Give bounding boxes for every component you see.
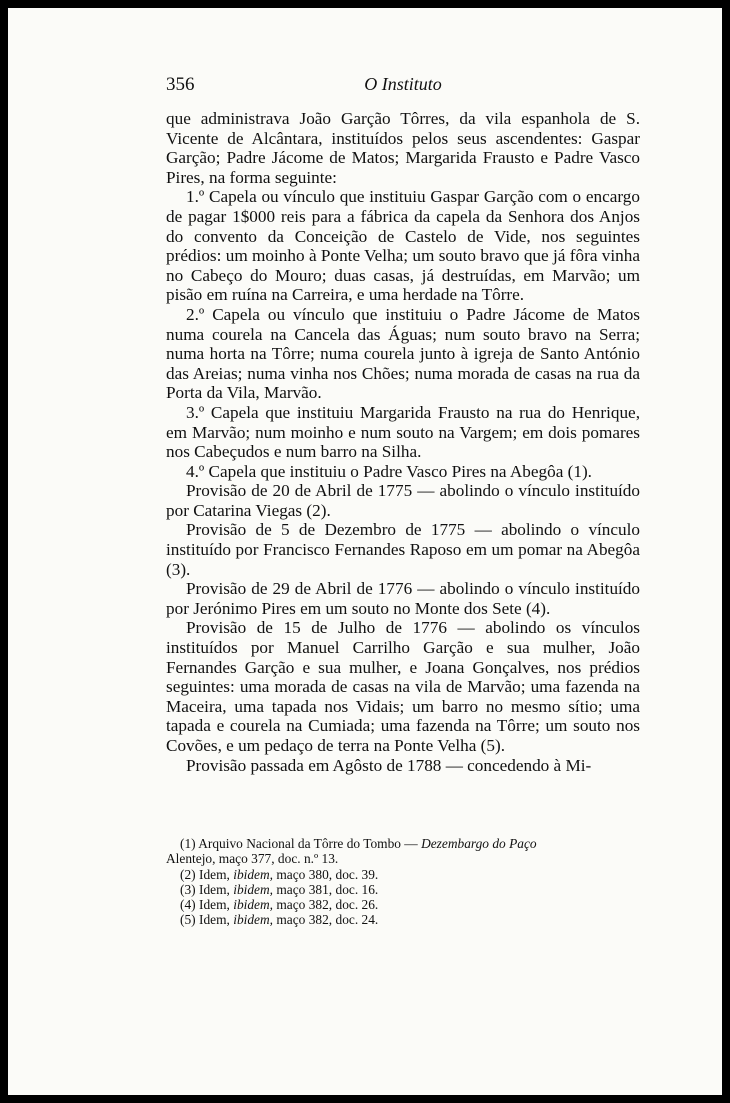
paragraph-item-4: 4.º Capela que instituiu o Padre Vasco Pires na Abegôa (1). bbox=[186, 461, 592, 481]
body-text bbox=[166, 109, 640, 775]
footnote-italic-title: Dezembargo do Paço bbox=[421, 836, 537, 851]
paragraph-item-2: 2.º Capela ou vínculo que instituiu o Padre Jácome de Matos numa courela na Cancela das Águas; num souto bravo na Serra; numa horta na Tôrre; numa courela junto à igreja de Santo António das Areias; numa vinha nos Chões; numa morada de casas na rua da Porta da Vila, Marvão. bbox=[166, 304, 640, 403]
footnote-reference: maço 381, doc. 16. bbox=[276, 881, 379, 897]
footnote-ibidem: ibidem, bbox=[233, 881, 274, 897]
footnote-idem: Idem, bbox=[198, 912, 230, 928]
book-page bbox=[8, 8, 722, 1095]
paragraph-provisao-1776-07: Provisão de 15 de Julho de 1776 — abolindo os vínculos instituídos por Manuel Carrilho Garção e sua mulher, João Fernandes Garção e sua mulher, e Joana Gonçalves, nos prédios seguintes: uma morada de casas na vila de Marvão; uma fazenda na Maceira, uma tapada nos Vidais; um barro no mesmo sítio; uma tapada e courela na Cumiada; uma fazenda na Tôrre; um souto nos Covões, e um pedaço de terra na Ponte Velha (5). bbox=[166, 618, 640, 755]
footnote-idem: Idem, bbox=[198, 866, 230, 882]
footnote-reference: maço 382, doc. 26. bbox=[276, 897, 379, 913]
paragraph-provisao-1788: Provisão passada em Agôsto de 1788 — concedendo à Mi- bbox=[186, 755, 592, 775]
footnote-5 bbox=[166, 912, 640, 927]
paragraph-item-3: 3.º Capela que instituiu Margarida Frausto na rua do Henrique, em Marvão; num moinho e num souto na Vargem; em dois pomares nos Cabeçudos e num barro na Silha. bbox=[166, 402, 640, 462]
footnote-reference: maço 380, doc. 39. bbox=[276, 866, 379, 882]
footnote-ibidem: ibidem, bbox=[233, 897, 274, 913]
page-number: 356 bbox=[166, 74, 195, 95]
paragraph-provisao-1775-12: Provisão de 5 de Dezembro de 1775 — abolindo o vínculo instituído por Francisco Fernandes Raposo em um pomar na Abegôa (3). bbox=[166, 520, 640, 579]
paragraph-provisao-1776-04: Provisão de 29 de Abril de 1776 — abolindo o vínculo instituído por Jerónimo Pires em um souto no Monte dos Sete (4). bbox=[166, 579, 640, 618]
paragraph-continued: que administrava João Garção Tôrres, da vila espanhola de S. Vicente de Alcântara, instituídos pelos seus ascendentes: Gaspar Garção; Padre Jácome de Matos; Margarida Frausto e Padre Vasco Pires, na forma seguinte: bbox=[166, 109, 640, 187]
paragraph-provisao-1775-04: Provisão de 20 de Abril de 1775 — abolindo o vínculo instituído por Catarina Viegas (2). bbox=[166, 481, 640, 520]
footnote-1 bbox=[166, 836, 640, 867]
footnote-text-continued: Alentejo, maço 377, doc. n.º 13. bbox=[166, 851, 339, 867]
footnotes bbox=[166, 836, 640, 928]
footnote-idem: Idem, bbox=[198, 897, 230, 913]
footnote-marker: (5) bbox=[180, 912, 196, 928]
footnote-text: Arquivo Nacional da Tôrre do Tombo — bbox=[198, 836, 418, 851]
footnote-3 bbox=[166, 882, 640, 897]
footnote-ibidem: ibidem, bbox=[233, 866, 274, 882]
footnote-2 bbox=[166, 867, 640, 882]
footnote-reference: maço 382, doc. 24. bbox=[276, 912, 379, 928]
footnote-marker: (3) bbox=[180, 881, 196, 897]
footnote-ibidem: ibidem, bbox=[233, 912, 274, 928]
footnote-idem: Idem, bbox=[198, 881, 230, 897]
footnote-marker: (4) bbox=[180, 897, 196, 913]
footnote-4 bbox=[166, 897, 640, 912]
running-title: O Instituto bbox=[364, 74, 442, 94]
page-header bbox=[166, 74, 640, 96]
footnote-marker: (1) bbox=[180, 836, 196, 851]
footnote-marker: (2) bbox=[180, 866, 196, 882]
paragraph-item-1: 1.º Capela ou vínculo que instituiu Gaspar Garção com o encargo de pagar 1$000 reis para a fábrica da capela da Senhora dos Anjos do convento da Conceição de Castelo de Vide, nos seguintes prédios: um moinho à Ponte Velha; um souto bravo que já fôra vinha no Cabeço do Mouro; duas casas, já destruídas, em Marvão; um pisão em ruína na Carreira, e uma herdade na Tôrre. bbox=[166, 187, 640, 305]
